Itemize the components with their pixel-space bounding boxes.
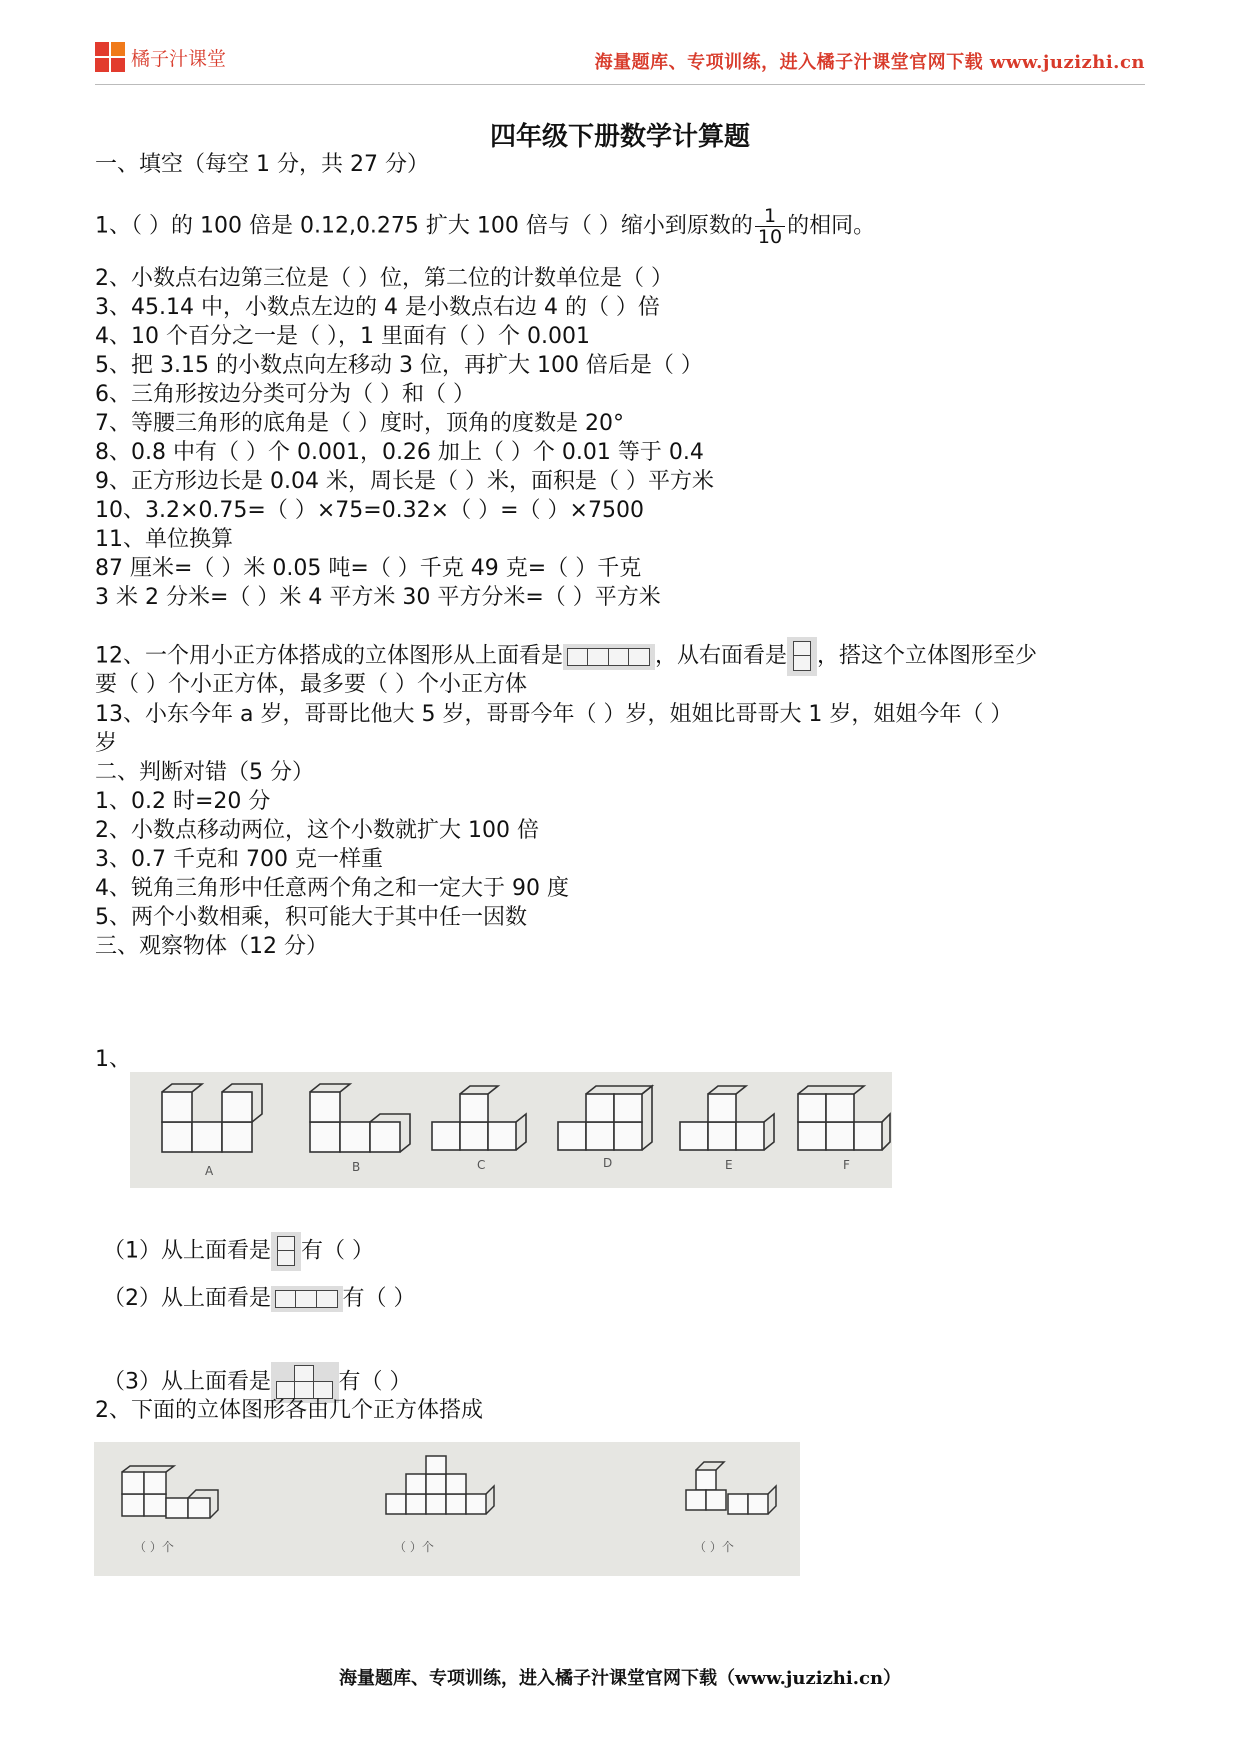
figure-label-c: C	[477, 1158, 486, 1172]
sub-question-3: （3）从上面看是 有（ ）	[103, 1362, 412, 1403]
question-11: 11、单位换算	[95, 527, 233, 552]
figure-label-f: F	[843, 1158, 850, 1172]
count-blank-3: （ ）个	[694, 1540, 734, 1554]
question-13-cont: 岁	[95, 731, 118, 756]
question-13: 13、小东今年 a 岁，哥哥比他大 5 岁，哥哥今年（ ）岁，姐姐比哥哥大 1 岁，姐姐今年（ ）	[95, 702, 1013, 727]
figure-label-b: B	[352, 1160, 361, 1174]
question-11-row2: 3 米 2 分米=（ ）米 4 平方米 30 平方分米=（ ）平方米	[95, 585, 661, 610]
question-1: 1、（ ）的 100 倍是 0.12,0.275 扩大 100 倍与（ ）缩小到原数的 $\frac{1}{10}$ 的相同。	[95, 205, 876, 248]
question-9: 9、正方形边长是 0.04 米，周长是（ ）米，面积是（ ）平方米	[95, 469, 714, 494]
orange-logo-icon	[95, 42, 125, 72]
count-blank-1: （ ）个	[134, 1540, 174, 1554]
figure-label-a: A	[205, 1164, 214, 1178]
sub-question-1: （1）从上面看是 有（ ）	[103, 1232, 374, 1271]
figure-label-d: D	[603, 1156, 613, 1170]
count-blank-2: （ ）个	[394, 1540, 434, 1554]
top-view-figure	[563, 644, 655, 670]
top-view-2x1-figure	[271, 1232, 301, 1271]
page-footer: 海量题库、专项训练，进入橘子汁课堂官网下载（www.juzizhi.cn）	[338, 1668, 902, 1689]
question-12: 12、一个用小正方体搭成的立体图形从上面看是 ，从右面看是 ，搭这个立体图形至少	[95, 637, 1037, 676]
page-title: 四年级下册数学计算题	[489, 122, 750, 152]
question-6: 6、三角形按边分类可分为（ ）和（ ）	[95, 382, 475, 407]
section3-heading: 三、观察物体（12 分）	[95, 934, 328, 959]
judge-item-1: 1、0.2 时=20 分	[95, 789, 271, 814]
logo-text: 橘子汁课堂	[131, 47, 227, 70]
judge-item-2: 2、小数点移动两位，这个小数就扩大 100 倍	[95, 818, 539, 843]
header-divider	[95, 84, 1145, 85]
question-5: 5、把 3.15 的小数点向左移动 3 位，再扩大 100 倍后是（ ）	[95, 353, 703, 378]
section1-heading: 一、填空（每空 1 分，共 27 分）	[95, 152, 429, 177]
header-slogan: 海量题库、专项训练，进入橘子汁课堂官网下载 www.juzizhi.cn	[594, 52, 1145, 73]
question-12-cont: 要（ ）个小正方体，最多要（ ）个小正方体	[95, 672, 527, 697]
question-11-row1: 87 厘米=（ ）米 0.05 吨=（ ）千克 49 克=（ ）千克	[95, 556, 642, 581]
section3-question-2: 2、下面的立体图形各由几个正方体搭成	[95, 1398, 483, 1423]
section2-heading: 二、判断对错（5 分）	[95, 760, 314, 785]
question-8: 8、0.8 中有（ ）个 0.001，0.26 加上（ ）个 0.01 等于 0.4	[95, 440, 704, 465]
section3-q1-label: 1、	[95, 1047, 131, 1072]
judge-item-3: 3、0.7 千克和 700 克一样重	[95, 847, 383, 872]
fraction: $\frac{1}{10}$	[755, 206, 785, 247]
logo	[95, 42, 226, 72]
cube-figures-drawing	[130, 1072, 892, 1188]
cube-count-photo	[94, 1442, 800, 1576]
cube-figures-photo	[130, 1072, 892, 1188]
top-view-1x3-figure	[271, 1286, 343, 1312]
cube-count-drawing	[94, 1442, 800, 1576]
judge-item-5: 5、两个小数相乘，积可能大于其中任一因数	[95, 905, 527, 930]
question-7: 7、等腰三角形的底角是（ ）度时，顶角的度数是 20°	[95, 411, 624, 436]
figure-label-e: E	[725, 1158, 733, 1172]
judge-item-4: 4、锐角三角形中任意两个角之和一定大于 90 度	[95, 876, 569, 901]
question-2: 2、小数点右边第三位是（ ）位，第二位的计数单位是（ ）	[95, 266, 673, 291]
right-view-figure	[787, 637, 817, 676]
sub-question-2: （2）从上面看是 有（ ）	[103, 1286, 416, 1311]
question-4: 4、10 个百分之一是（ ），1 里面有（ ）个 0.001	[95, 324, 590, 349]
question-10: 10、3.2×0.75=（ ）×75=0.32×（ ）=（ ）×7500	[95, 498, 644, 523]
question-3: 3、45.14 中，小数点左边的 4 是小数点右边 4 的（ ）倍	[95, 295, 660, 320]
